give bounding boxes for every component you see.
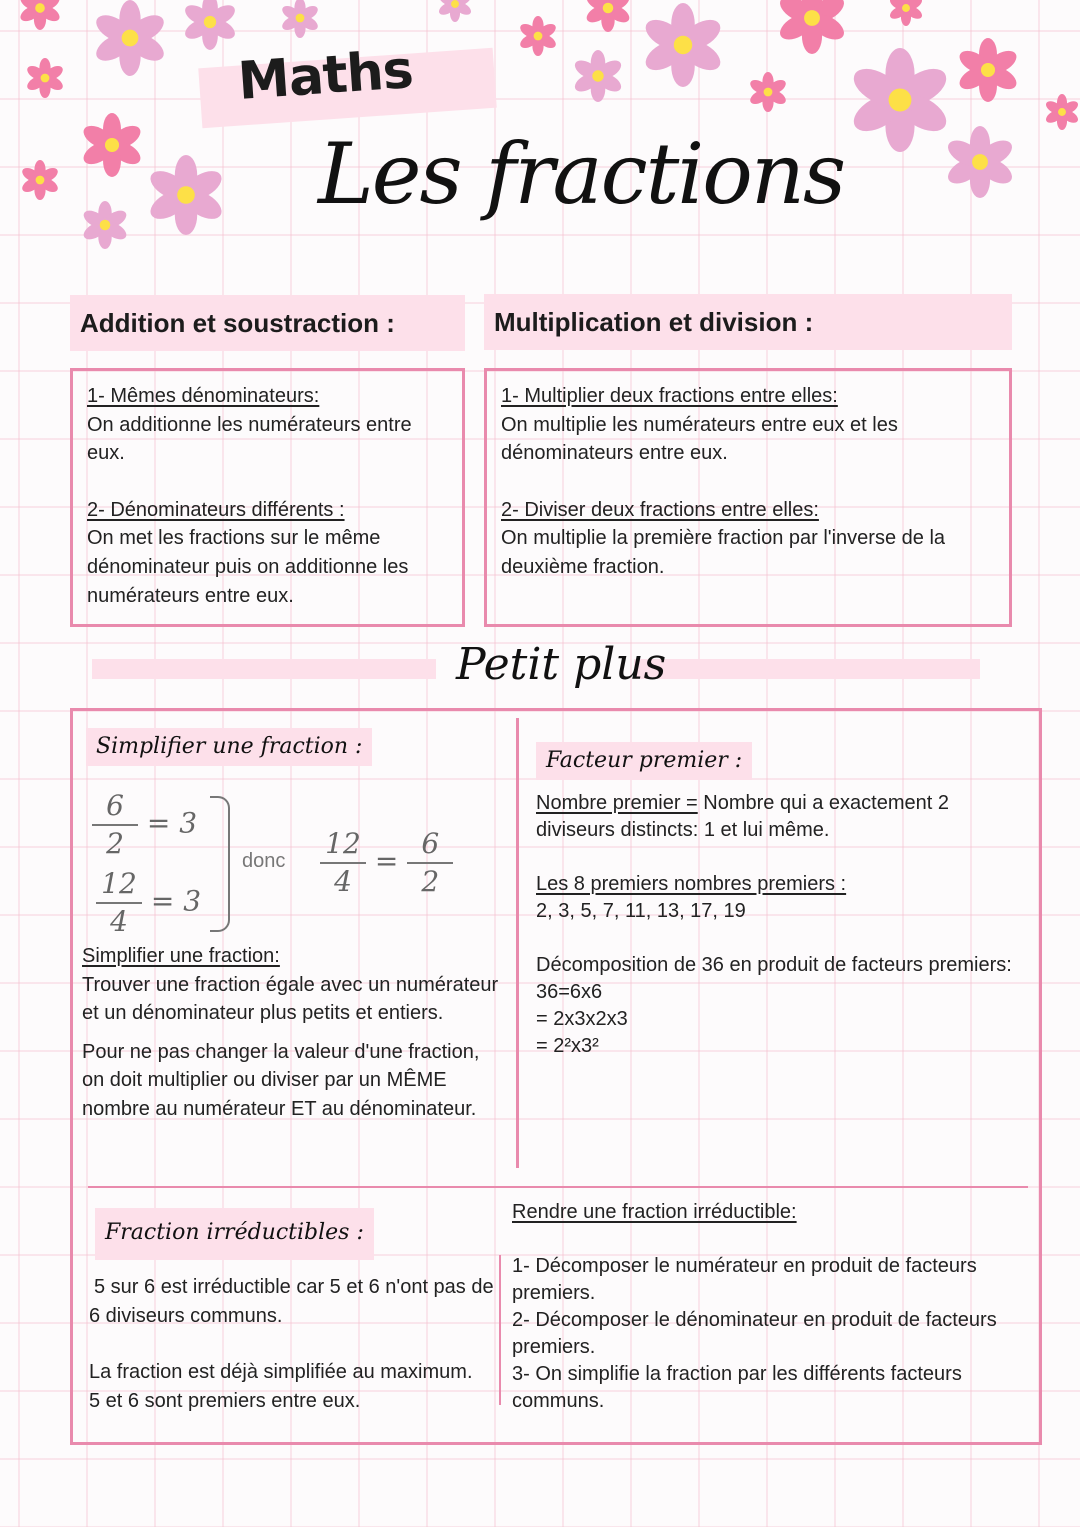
flower-icon <box>20 160 60 200</box>
flower-icon <box>776 0 848 54</box>
flower-icon <box>80 113 144 177</box>
decomp-text: Décomposition de 36 en produit de facteurs premiers: <box>536 954 1012 976</box>
flower-icon <box>748 72 788 112</box>
subject-label: Maths <box>236 39 415 113</box>
flower-icon <box>25 58 65 98</box>
flower-icon <box>437 0 473 22</box>
step-2: 2- Décomposer le dénominateur en produit de facteurs premiers. <box>512 1309 997 1358</box>
add-header: Addition et soustraction : <box>70 295 465 351</box>
f2-result: = 3 <box>150 884 202 918</box>
f1-result: = 3 <box>146 806 198 840</box>
flower-icon <box>944 126 1016 198</box>
r-numerator2: 6 <box>421 827 440 860</box>
flower-icon <box>956 38 1020 102</box>
irreductible-text <box>89 1273 494 1415</box>
step-1: 1- Décomposer le numérateur en produit de facteurs premiers. <box>512 1255 977 1304</box>
simplifier-title: Simplifier une fraction : <box>86 728 372 766</box>
simplifier-heading: Simplifier une fraction: <box>82 945 280 967</box>
decomp-line2: = 2x3x2x3 <box>536 1008 628 1030</box>
flower-icon <box>888 0 924 26</box>
flower-icon <box>81 201 129 249</box>
steps-divider <box>499 1255 501 1405</box>
add-box <box>70 368 465 627</box>
flower-icon <box>182 0 238 50</box>
flower-icon <box>1044 94 1080 130</box>
irr-text2: La fraction est déjà simplifiée au maximum. <box>89 1361 473 1384</box>
def-text: Nombre qui a exactement 2 diviseurs distincts: 1 et lui même. <box>536 792 949 841</box>
page-title: Les fractions <box>318 125 845 223</box>
equals: = <box>374 844 399 878</box>
f2-denominator: 4 <box>110 905 128 938</box>
flower-icon <box>848 48 952 152</box>
mult-item2-heading: 2- Diviser deux fractions entre elles: <box>501 498 819 521</box>
facteur-title: Facteur premier : <box>536 742 752 780</box>
r-denominator2: 2 <box>421 865 440 898</box>
decomp-line1: 36=6x6 <box>536 981 603 1003</box>
r-numerator1: 12 <box>325 827 361 860</box>
prime-list: 2, 3, 5, 7, 11, 13, 17, 19 <box>536 900 746 922</box>
flower-icon <box>584 0 632 32</box>
mult-item1-heading: 1- Multiplier deux fractions entre elles: <box>501 385 838 407</box>
f2-numerator: 12 <box>101 867 137 900</box>
mult-item2-text: On multiplie la première fraction par l'inverse de la deuxième fraction. <box>501 527 946 578</box>
flower-icon <box>641 3 725 87</box>
flower-icon <box>518 16 558 56</box>
step-3: 3- On simplifie la fraction par les différents facteurs communs. <box>512 1363 962 1412</box>
add-item2-heading: 2- Dénominateurs différents : <box>87 498 345 521</box>
decomp-line3: = 2²x3² <box>536 1035 599 1057</box>
f1-numerator: 6 <box>106 789 124 822</box>
add-item2-text: On met les fractions sur le même dénominateur puis on additionne les numérateurs entre eux. <box>87 527 409 607</box>
donc-label: donc <box>242 850 286 872</box>
rendre-steps <box>512 1253 1027 1415</box>
flower-icon <box>572 50 624 102</box>
flower-icon <box>18 0 62 30</box>
fraction-example <box>92 790 452 940</box>
list-heading: Les 8 premiers nombres premiers : <box>536 873 847 895</box>
simplifier-text <box>82 942 507 1124</box>
irreductible-title: Fraction irréductibles : <box>95 1208 374 1260</box>
mult-box <box>484 368 1012 627</box>
irr-text1: 5 sur 6 est irréductible car 5 et 6 n'ont pas de 6 diviseurs communs. <box>89 1276 494 1327</box>
facteur-text <box>536 790 1016 1060</box>
add-item1-text: On additionne les numérateurs entre eux. <box>87 413 412 465</box>
divider-right <box>634 659 980 679</box>
petit-plus-title: Petit plus <box>456 639 667 690</box>
simplifier-text2: Pour ne pas changer la valeur d'une fraction, on doit multiplier ou diviser par un MÊME nombre au numérateur ET au dénominateur. <box>82 1040 480 1120</box>
rendre-heading: Rendre une fraction irréductible: <box>512 1201 797 1223</box>
mult-item1-text: On multiplie les numérateurs entre eux et les dénominateurs entre eux. <box>501 413 898 465</box>
flower-icon <box>146 155 226 235</box>
horizontal-divider <box>88 1186 1028 1188</box>
divider-left <box>92 659 436 679</box>
flower-icon <box>92 0 168 76</box>
r-denominator1: 4 <box>334 865 352 898</box>
vertical-divider <box>516 718 519 1168</box>
simplifier-text1: Trouver une fraction égale avec un numérateur et un dénominateur plus petits et entiers. <box>82 973 499 1025</box>
mult-header: Multiplication et division : <box>484 294 1012 350</box>
irr-text3: 5 et 6 sont premiers entre eux. <box>89 1389 361 1412</box>
f1-denominator: 2 <box>106 827 124 860</box>
def-heading: Nombre premier = <box>536 792 698 814</box>
flower-icon <box>280 0 320 38</box>
brace <box>210 796 230 932</box>
add-item1-heading: 1- Mêmes dénominateurs: <box>87 385 320 407</box>
